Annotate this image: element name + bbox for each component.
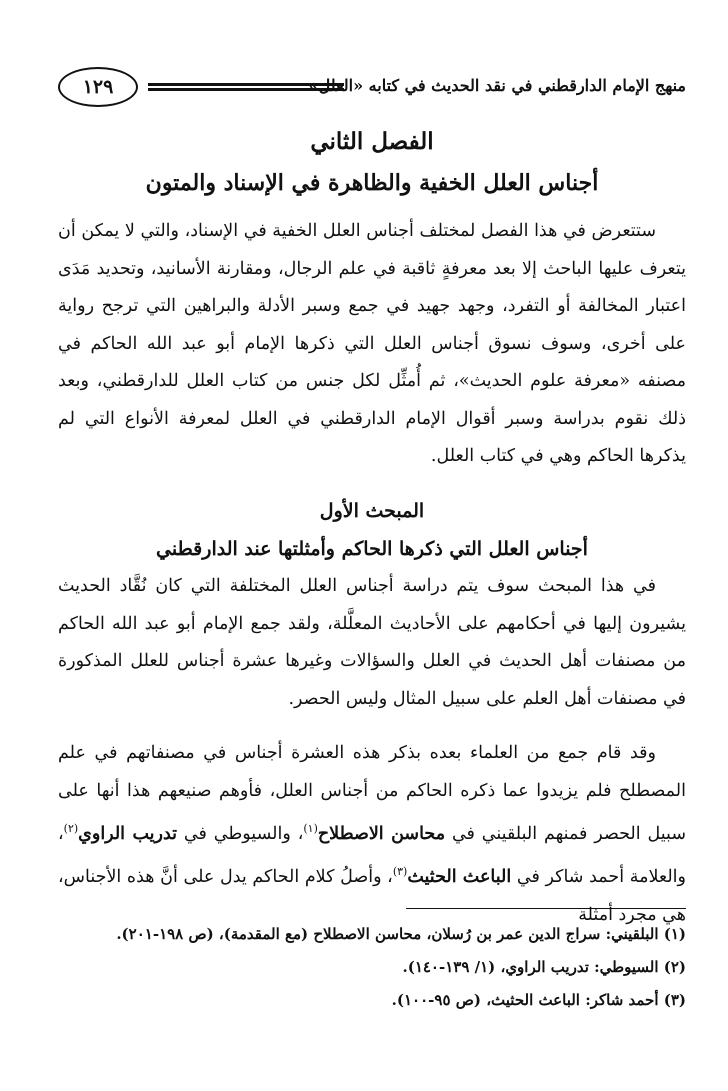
page-header bbox=[58, 66, 686, 110]
header-double-rule bbox=[148, 83, 344, 91]
paragraph-text: ، والسيوطي في bbox=[183, 823, 304, 844]
footnote: (٢) السيوطي: تدريب الراوي، (١/ ١٣٩-١٤٠). bbox=[402, 958, 686, 976]
paragraph-text: ، وأصلُ كلام الحاكم يدل على أنَّ هذه الأجناس، هي مجرد أمثلة bbox=[58, 867, 686, 925]
intro-paragraph: ستتعرض في هذا الفصل لمختلف أجناس العلل الخفية في الإسناد، والتي لا يمكن أن يتعرف عليها الباحث إلا بعد معرفةٍ ثاقبة في علم الرجال، ومقارنة الأسانيد، وتحديد مَدَى اعتبار المخالفة أو التفرد، وجهد جهيد في جمع وسبر الأدلة والبراهين التي ترجح رواية على أخرى، وسوف نسوق أجناس العلل التي ذكرها الإمام أبو عبد الله الحاكم في مصنفه «معرفة علوم الحديث»، ثم أُمثِّل لكل جنس من كتاب العلل للدارقطني، وبعد ذلك نقوم بدراسة وسبر أقوال الإمام الدارقطني في العلل لمعرفة الأنواع التي لم يذكرها الحاكم وهي في كتاب العلل. bbox=[58, 221, 686, 466]
section-label: المبحث الأول bbox=[319, 500, 425, 522]
paragraph-text: وقد قام جمع من العلماء بعده بذكر هذه العشرة أجناس في مصنفاتهم في علم المصطلح فلم يزيدوا عما ذكره الحاكم من أجناس العلل، فأوهم صنيعهم هذا أنها على سبيل الحصر فمنهم البلقيني في bbox=[58, 743, 686, 844]
footnote-separator bbox=[406, 908, 686, 909]
footnote-ref[interactable]: (٢) bbox=[63, 822, 79, 835]
footnote-ref[interactable]: (١) bbox=[303, 822, 318, 835]
book-title: محاسن الاصطلاح bbox=[317, 823, 446, 844]
section-paragraph: في هذا المبحث سوف يتم دراسة أجناس العلل المختلفة التي كان نُقَّاد الحديث يشيرون إليها في أحكامهم على الأحاديث المعلَّلة، ولقد جمع الإمام أبو عبد الله الحاكم من مصنفات أهل الحديث في العلل والسؤالات وغيرها عشرة أجناس للعلل المذكورة في مصنفات أهل العلم على سبيل المثال وليس الحصر. bbox=[58, 576, 686, 709]
chapter-title: أجناس العلل الخفية والظاهرة في الإسناد والمتون bbox=[145, 170, 599, 196]
footnotes bbox=[58, 918, 686, 1017]
book-title: الباعث الحثيث bbox=[407, 867, 512, 888]
section-title: أجناس العلل التي ذكرها الحاكم وأمثلتها عند الدارقطني bbox=[156, 538, 588, 560]
paragraph-text: ، والعلامة أحمد شاكر في bbox=[58, 823, 686, 888]
page-number: ١٢٩ bbox=[58, 67, 138, 107]
chapter-label: الفصل الثاني bbox=[310, 128, 434, 155]
running-title: منهج الإمام الدارقطني في نقد الحديث في كتابه «العلل» bbox=[308, 76, 686, 95]
scholars-paragraph bbox=[58, 735, 686, 934]
footnote: (١) البلقيني: سراج الدين عمر بن رُسلان، محاسن الاصطلاح (مع المقدمة)، (ص ١٩٨-٢٠١). bbox=[116, 925, 686, 943]
footnote-ref[interactable]: (٣) bbox=[392, 865, 408, 879]
book-title: تدريب الراوي bbox=[78, 823, 178, 844]
footnote: (٣) أحمد شاكر: الباعث الحثيث، (ص ٩٥-١٠٠). bbox=[391, 991, 686, 1009]
